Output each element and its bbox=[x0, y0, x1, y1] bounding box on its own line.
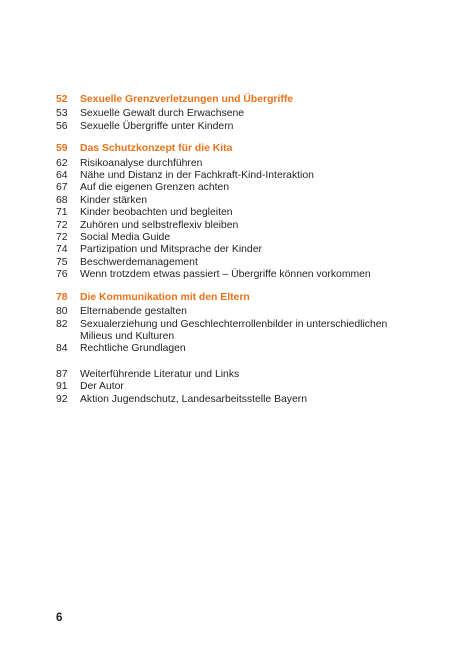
toc-entry[interactable] bbox=[56, 381, 416, 393]
toc-entry[interactable] bbox=[56, 257, 416, 269]
toc-page-number: 64 bbox=[56, 170, 68, 182]
toc-page-number: 62 bbox=[56, 157, 68, 169]
toc-entry[interactable] bbox=[56, 121, 416, 133]
toc-entry-title: Sexuelle Übergriffe unter Kindern bbox=[80, 120, 234, 132]
toc-heading-title: Die Kommunikation mit den Eltern bbox=[80, 291, 250, 303]
toc-entry[interactable] bbox=[56, 195, 416, 207]
toc-entry-title: Auf die eigenen Grenzen achten bbox=[80, 182, 230, 194]
toc-entry[interactable] bbox=[56, 306, 416, 318]
toc-section-grenzverletzungen bbox=[56, 94, 416, 133]
toc-entry[interactable] bbox=[56, 220, 416, 232]
toc-entry-title: Kinder stärken bbox=[80, 194, 147, 206]
toc-entry-title: Rechtliche Grundlagen bbox=[80, 343, 186, 355]
toc-page-number: 71 bbox=[56, 207, 68, 219]
toc-entry[interactable] bbox=[56, 158, 416, 170]
toc-entry[interactable] bbox=[56, 343, 416, 355]
toc-page-number: 80 bbox=[56, 306, 68, 318]
toc-page-number: 72 bbox=[56, 232, 68, 244]
toc-section-heading[interactable] bbox=[56, 94, 416, 106]
toc-entry-title: Nähe und Distanz in der Fachkraft-Kind-Interaktion bbox=[80, 170, 314, 182]
toc-section-heading[interactable] bbox=[56, 143, 416, 155]
page-number: 6 bbox=[56, 612, 63, 624]
toc-entry-title: Der Autor bbox=[80, 381, 124, 393]
toc-page-number: 74 bbox=[56, 244, 68, 256]
toc-page-number: 52 bbox=[56, 94, 68, 105]
toc-entry-title: Wenn trotzdem etwas passiert – Übergriffe können vorkommen bbox=[80, 269, 371, 281]
toc-entry-title: Kinder beobachten und begleiten bbox=[80, 207, 233, 219]
toc-entry-title: Aktion Jugendschutz, Landesarbeitsstelle Bayern bbox=[80, 393, 308, 405]
toc-entry-title: Beschwerdemanagement bbox=[80, 256, 198, 268]
toc-page-number: 92 bbox=[56, 393, 68, 405]
toc-page-number: 75 bbox=[56, 256, 68, 268]
toc-section-heading[interactable] bbox=[56, 292, 416, 304]
toc-page-number: 68 bbox=[56, 194, 68, 206]
toc-section-kommunikation bbox=[56, 292, 416, 356]
toc-section-schutzkonzept bbox=[56, 143, 416, 281]
toc-entry-title: Sexuelle Gewalt durch Erwachsene bbox=[80, 108, 245, 120]
toc-page-number: 59 bbox=[56, 143, 68, 155]
toc-page-number: 72 bbox=[56, 219, 68, 231]
toc-entry[interactable] bbox=[56, 244, 416, 256]
toc-entry-title: Elternabende gestalten bbox=[80, 306, 187, 318]
toc-entry[interactable] bbox=[56, 232, 416, 244]
toc-entry[interactable] bbox=[56, 319, 416, 344]
toc-section-appendix bbox=[56, 369, 416, 406]
toc-page-number: 76 bbox=[56, 269, 68, 281]
toc-page-number: 84 bbox=[56, 343, 68, 355]
toc-entry[interactable] bbox=[56, 182, 416, 194]
toc-page-number: 82 bbox=[56, 318, 68, 330]
toc-page-number: 67 bbox=[56, 182, 68, 194]
toc-heading-title: Das Schutzkonzept für die Kita bbox=[80, 143, 233, 155]
toc-entry-title: Risikoanalyse durchführen bbox=[80, 157, 203, 169]
toc-entry[interactable] bbox=[56, 108, 416, 120]
toc-page-number: 78 bbox=[56, 291, 68, 303]
toc-page-number: 53 bbox=[56, 108, 68, 120]
toc-entry-title: Weiterführende Literatur und Links bbox=[80, 368, 240, 380]
toc-entry-title: Partizipation und Mitsprache der Kinder bbox=[80, 244, 262, 256]
toc-page-number: 91 bbox=[56, 381, 68, 393]
toc-entry[interactable] bbox=[56, 170, 416, 182]
toc-entry[interactable] bbox=[56, 394, 416, 406]
toc-entry[interactable] bbox=[56, 207, 416, 219]
table-of-contents bbox=[56, 94, 416, 416]
toc-entry-title: Social Media Guide bbox=[80, 232, 171, 244]
toc-entry[interactable] bbox=[56, 369, 416, 381]
toc-page-number: 56 bbox=[56, 120, 68, 132]
toc-entry-title: Zuhören und selbstreflexiv bleiben bbox=[80, 219, 239, 231]
toc-entry-title: Sexualerziehung und Geschlechterrollenbilder in unterschiedlichen Milieus und Kulturen bbox=[80, 318, 388, 342]
toc-page-number: 87 bbox=[56, 368, 68, 380]
toc-entry[interactable] bbox=[56, 269, 416, 281]
toc-heading-title: Sexuelle Grenzverletzungen und Übergriffe bbox=[80, 94, 294, 105]
